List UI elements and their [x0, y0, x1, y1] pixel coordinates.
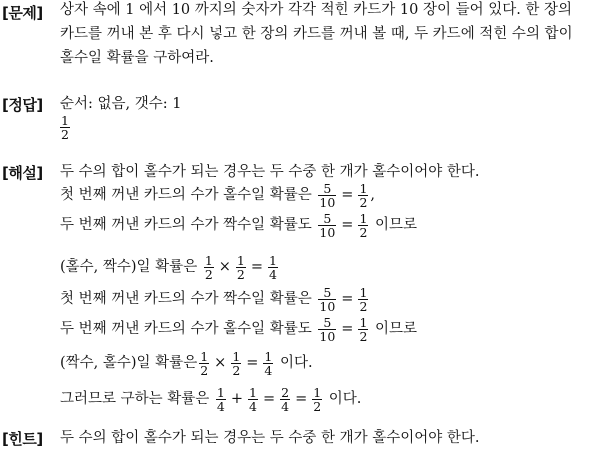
fraction-numerator: 1	[232, 348, 241, 364]
answer-fraction-row	[58, 114, 72, 141]
solution-line-1	[60, 180, 375, 210]
fraction	[199, 350, 209, 377]
equals-sign: =	[341, 321, 354, 337]
fraction	[236, 254, 246, 281]
fraction	[358, 182, 368, 209]
problem-tag: [문제]	[2, 4, 43, 22]
plus-sign: +	[230, 391, 244, 407]
fraction	[318, 212, 336, 239]
fraction-numerator: 1	[269, 252, 277, 268]
fraction	[280, 386, 290, 413]
line-text: (홀수, 짝수)일 확률은	[60, 259, 198, 275]
fraction-denominator: 10	[319, 298, 336, 314]
fraction	[358, 316, 368, 343]
line-text: 두 번째 꺼낸 카드의 수가 홀수일 확률도	[60, 321, 312, 337]
solution-line-4	[60, 284, 370, 314]
line-suffix: 이다.	[279, 355, 313, 371]
fraction-denominator: 2	[61, 127, 69, 142]
hint-tag: [힌트]	[2, 430, 43, 448]
fraction-denominator: 2	[359, 328, 368, 344]
line-text: 두 번째 꺼낸 카드의 수가 짝수일 확률도	[60, 217, 312, 233]
fraction-numerator: 1	[249, 384, 257, 400]
line-text: (짝수, 홀수)일 확률은	[60, 355, 198, 371]
line-text: 그러므로 구하는 확률은	[60, 391, 210, 407]
fraction-numerator: 1	[216, 384, 225, 400]
line-text: 첫 번째 꺼낸 카드의 수가 홀수일 확률은	[60, 187, 312, 203]
times-sign: ×	[214, 355, 227, 371]
answer-fraction	[60, 114, 70, 141]
fraction-denominator: 10	[319, 224, 336, 240]
solution-intro: 두 수의 합이 홀수가 되는 경우는 두 수중 한 개가 홀수이어야 한다.	[60, 164, 480, 180]
fraction-denominator: 2	[200, 362, 209, 378]
times-sign: ×	[218, 259, 231, 275]
fraction-numerator: 1	[359, 314, 368, 330]
fraction	[318, 286, 336, 313]
answer-line: 순서: 없음, 갯수: 1	[60, 96, 182, 112]
fraction-numerator: 1	[61, 113, 69, 128]
fraction	[263, 350, 273, 377]
fraction-numerator: 5	[318, 286, 336, 300]
line-suffix: 이다.	[328, 391, 362, 407]
fraction-numerator: 1	[204, 252, 213, 268]
solution-line-5	[60, 314, 417, 344]
solution-tag: [해설]	[2, 164, 43, 182]
equals-sign: =	[250, 259, 264, 275]
line-text: 첫 번째 꺼낸 카드의 수가 짝수일 확률은	[60, 291, 312, 307]
solution-line-6	[60, 348, 313, 378]
problem-line-2: 카드를 꺼내 본 후 다시 넣고 한 장의 카드를 꺼내 볼 때, 두 카드에 적힌 수의 합이	[60, 26, 573, 42]
fraction-numerator: 1	[313, 384, 322, 400]
fraction	[248, 386, 258, 413]
fraction-denominator: 2	[236, 266, 245, 282]
fraction-denominator: 10	[319, 328, 336, 344]
fraction	[318, 182, 336, 209]
fraction-numerator: 1	[359, 180, 368, 196]
fraction	[204, 254, 214, 281]
fraction	[358, 286, 368, 313]
solution-line-2	[60, 210, 417, 240]
equals-sign: =	[262, 391, 276, 407]
fraction-denominator: 4	[216, 398, 225, 414]
fraction-denominator: 2	[359, 298, 368, 314]
fraction-numerator: 1	[264, 348, 273, 364]
equals-sign: =	[341, 187, 354, 203]
line-suffix: 이므로	[375, 217, 418, 233]
fraction-denominator: 4	[264, 362, 273, 378]
fraction-numerator: 1	[359, 284, 368, 300]
fraction	[318, 316, 336, 343]
fraction-denominator: 4	[281, 398, 290, 414]
fraction-denominator: 2	[204, 266, 213, 282]
fraction	[358, 212, 368, 239]
fraction-denominator: 2	[313, 398, 322, 414]
solution-line-3	[60, 252, 280, 282]
fraction-numerator: 5	[318, 212, 336, 226]
hint-line: 두 수의 합이 홀수가 되는 경우는 두 수중 한 개가 홀수이어야 한다.	[60, 430, 480, 446]
line-suffix: 이므로	[375, 321, 418, 337]
fraction-denominator: 2	[359, 194, 368, 210]
fraction-denominator: 2	[359, 224, 368, 240]
fraction-denominator: 10	[319, 194, 336, 210]
fraction-numerator: 5	[318, 316, 336, 330]
fraction-denominator: 2	[232, 362, 241, 378]
fraction-numerator: 1	[200, 348, 209, 364]
fraction-numerator: 2	[281, 384, 290, 400]
problem-line-3: 홀수일 확률을 구하여라.	[60, 50, 214, 66]
line-suffix: ,	[370, 187, 375, 203]
fraction	[231, 350, 241, 377]
fraction-denominator: 4	[269, 266, 277, 282]
equals-sign: =	[341, 291, 354, 307]
fraction	[268, 254, 278, 281]
equals-sign: =	[341, 217, 354, 233]
answer-tag: [정답]	[2, 96, 43, 114]
fraction-numerator: 1	[236, 252, 245, 268]
fraction-numerator: 1	[359, 210, 368, 226]
fraction-denominator: 4	[249, 398, 257, 414]
fraction	[312, 386, 322, 413]
problem-line-1: 상자 속에 1 에서 10 까지의 숫자가 각각 적힌 카드가 10 장이 들어 있다. 한 장의	[60, 2, 573, 18]
fraction-numerator: 5	[318, 182, 336, 196]
equals-sign: =	[246, 355, 259, 371]
solution-line-7	[60, 384, 361, 414]
equals-sign: =	[295, 391, 308, 407]
fraction	[216, 386, 226, 413]
